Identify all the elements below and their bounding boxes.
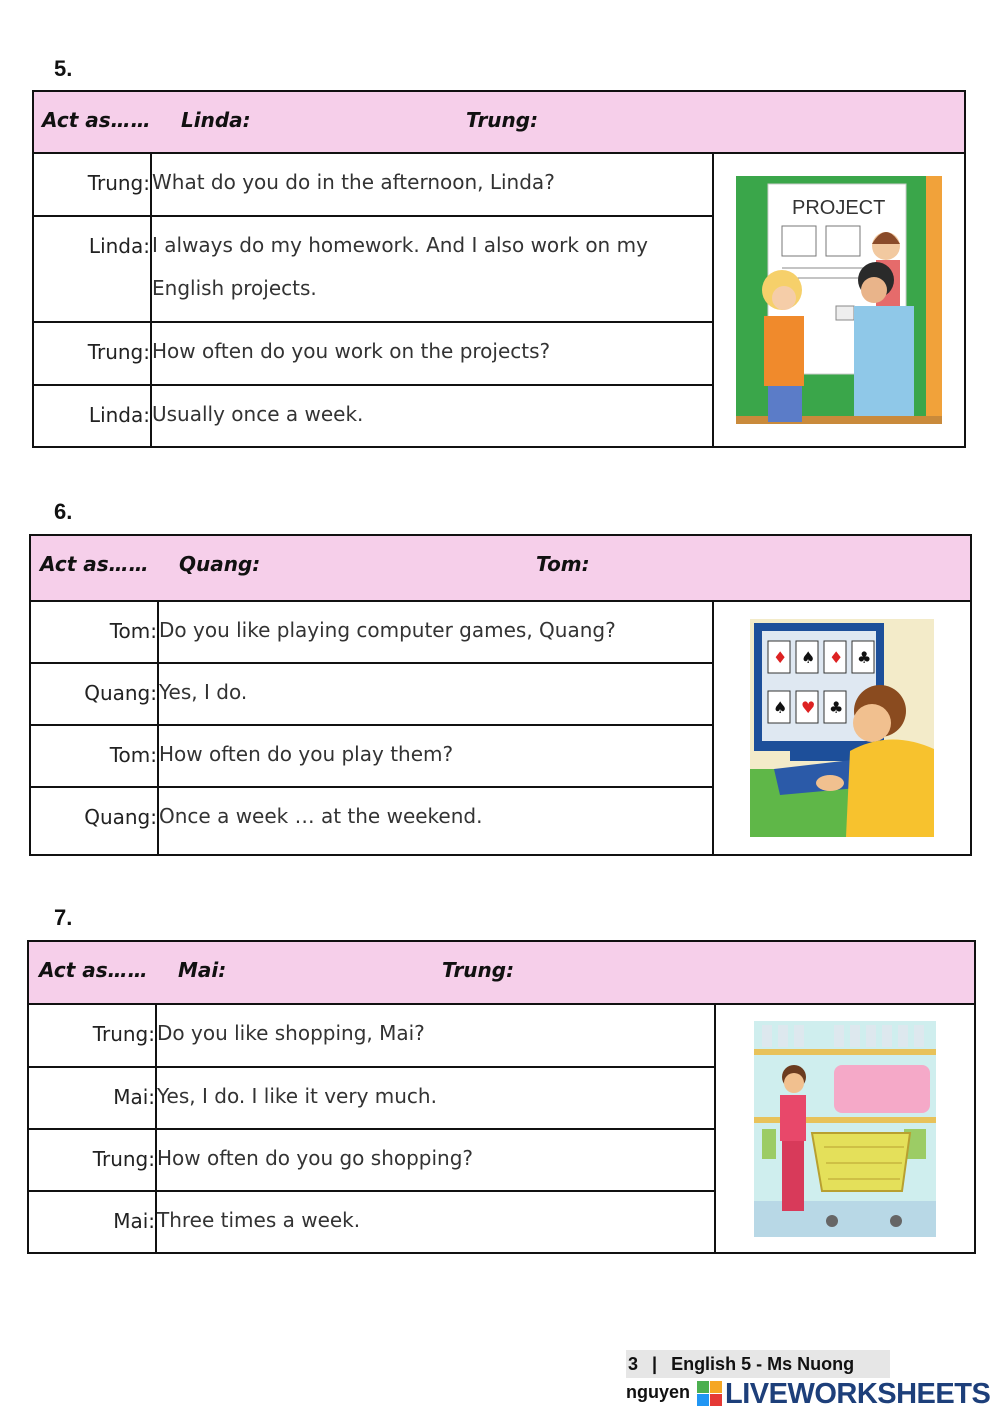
- role-1: Linda:: [181, 108, 251, 132]
- speaker-cell: Linda:: [33, 216, 151, 322]
- speaker-cell: Linda:: [33, 385, 151, 447]
- line-cell: Once a week … at the weekend.: [158, 787, 713, 855]
- line-cell: Usually once a week.: [151, 385, 713, 447]
- illustration-cell: [713, 153, 965, 447]
- line-cell: Three times a week.: [156, 1191, 715, 1253]
- role-2: Trung:: [442, 958, 515, 982]
- exercise-number: 6.: [54, 499, 73, 524]
- line-cell: How often do you go shopping?: [156, 1129, 715, 1191]
- line-cell: Do you like shopping, Mai?: [156, 1004, 715, 1067]
- liveworksheets-brand[interactable]: [697, 1378, 990, 1410]
- speaker-cell: Tom:: [30, 601, 158, 663]
- dialogue-header: [33, 91, 965, 153]
- role-2: Tom:: [536, 552, 590, 576]
- speaker-cell: Trung:: [33, 153, 151, 216]
- speaker-cell: Mai:: [28, 1067, 156, 1129]
- footer-separator: |: [652, 1354, 658, 1374]
- page-number: 3: [628, 1354, 639, 1374]
- speaker-cell: Quang:: [30, 787, 158, 855]
- role-2: Trung:: [466, 108, 539, 132]
- page-footer: [626, 1350, 890, 1402]
- act-as-label: Act as……: [39, 958, 148, 982]
- svg-text:♠: ♠: [773, 698, 788, 717]
- line-cell: How often do you play them?: [158, 725, 713, 787]
- speaker-cell: Quang:: [30, 663, 158, 725]
- speaker-cell: Trung:: [33, 322, 151, 385]
- line-cell: What do you do in the afternoon, Linda?: [151, 153, 713, 216]
- dialogue-row: [30, 601, 971, 663]
- role-1: Quang:: [179, 552, 261, 576]
- dialogue-table-5: [32, 90, 966, 448]
- svg-text:♦: ♦: [829, 648, 844, 667]
- brand-name: LIVEWORKSHEETS: [725, 1377, 991, 1410]
- computer-game-illustration: [750, 619, 934, 837]
- line-cell: Yes, I do. I like it very much.: [156, 1067, 715, 1129]
- speaker-cell: Trung:: [28, 1129, 156, 1191]
- svg-text:♥: ♥: [801, 698, 816, 717]
- exercise-number: 7.: [54, 905, 73, 930]
- speaker-cell: Trung:: [28, 1004, 156, 1067]
- dialogue-header: [30, 535, 971, 601]
- line-cell: Yes, I do.: [158, 663, 713, 725]
- liveworksheets-logo-icon: [697, 1381, 723, 1407]
- line-cell: Do you like playing computer games, Quang?: [158, 601, 713, 663]
- speaker-cell: Mai:: [28, 1191, 156, 1253]
- dialogue-table-7: [27, 940, 976, 1254]
- illustration-cell: [715, 1004, 975, 1253]
- role-1: Mai:: [178, 958, 227, 982]
- line-cell: I always do my homework. And I also work on my English projects.: [151, 216, 713, 322]
- shopping-cart-illustration: [754, 1021, 936, 1237]
- poster-title: PROJECT: [792, 197, 886, 219]
- footer-text: English 5 - Ms Nuong nguyen: [626, 1354, 855, 1402]
- svg-text:♣: ♣: [857, 648, 872, 667]
- svg-text:♦: ♦: [773, 648, 788, 667]
- svg-text:♠: ♠: [801, 648, 816, 667]
- dialogue-row: [33, 153, 965, 216]
- speaker-cell: Tom:: [30, 725, 158, 787]
- dialogue-header: [28, 941, 975, 1004]
- project-poster-illustration: [736, 176, 942, 424]
- act-as-label: Act as……: [40, 552, 149, 576]
- dialogue-table-6: [29, 534, 972, 856]
- act-as-label: Act as……: [42, 108, 151, 132]
- svg-text:♣: ♣: [829, 698, 844, 717]
- line-cell: How often do you work on the projects?: [151, 322, 713, 385]
- exercise-number: 5.: [54, 56, 73, 81]
- illustration-cell: [713, 601, 971, 855]
- dialogue-row: [28, 1004, 975, 1067]
